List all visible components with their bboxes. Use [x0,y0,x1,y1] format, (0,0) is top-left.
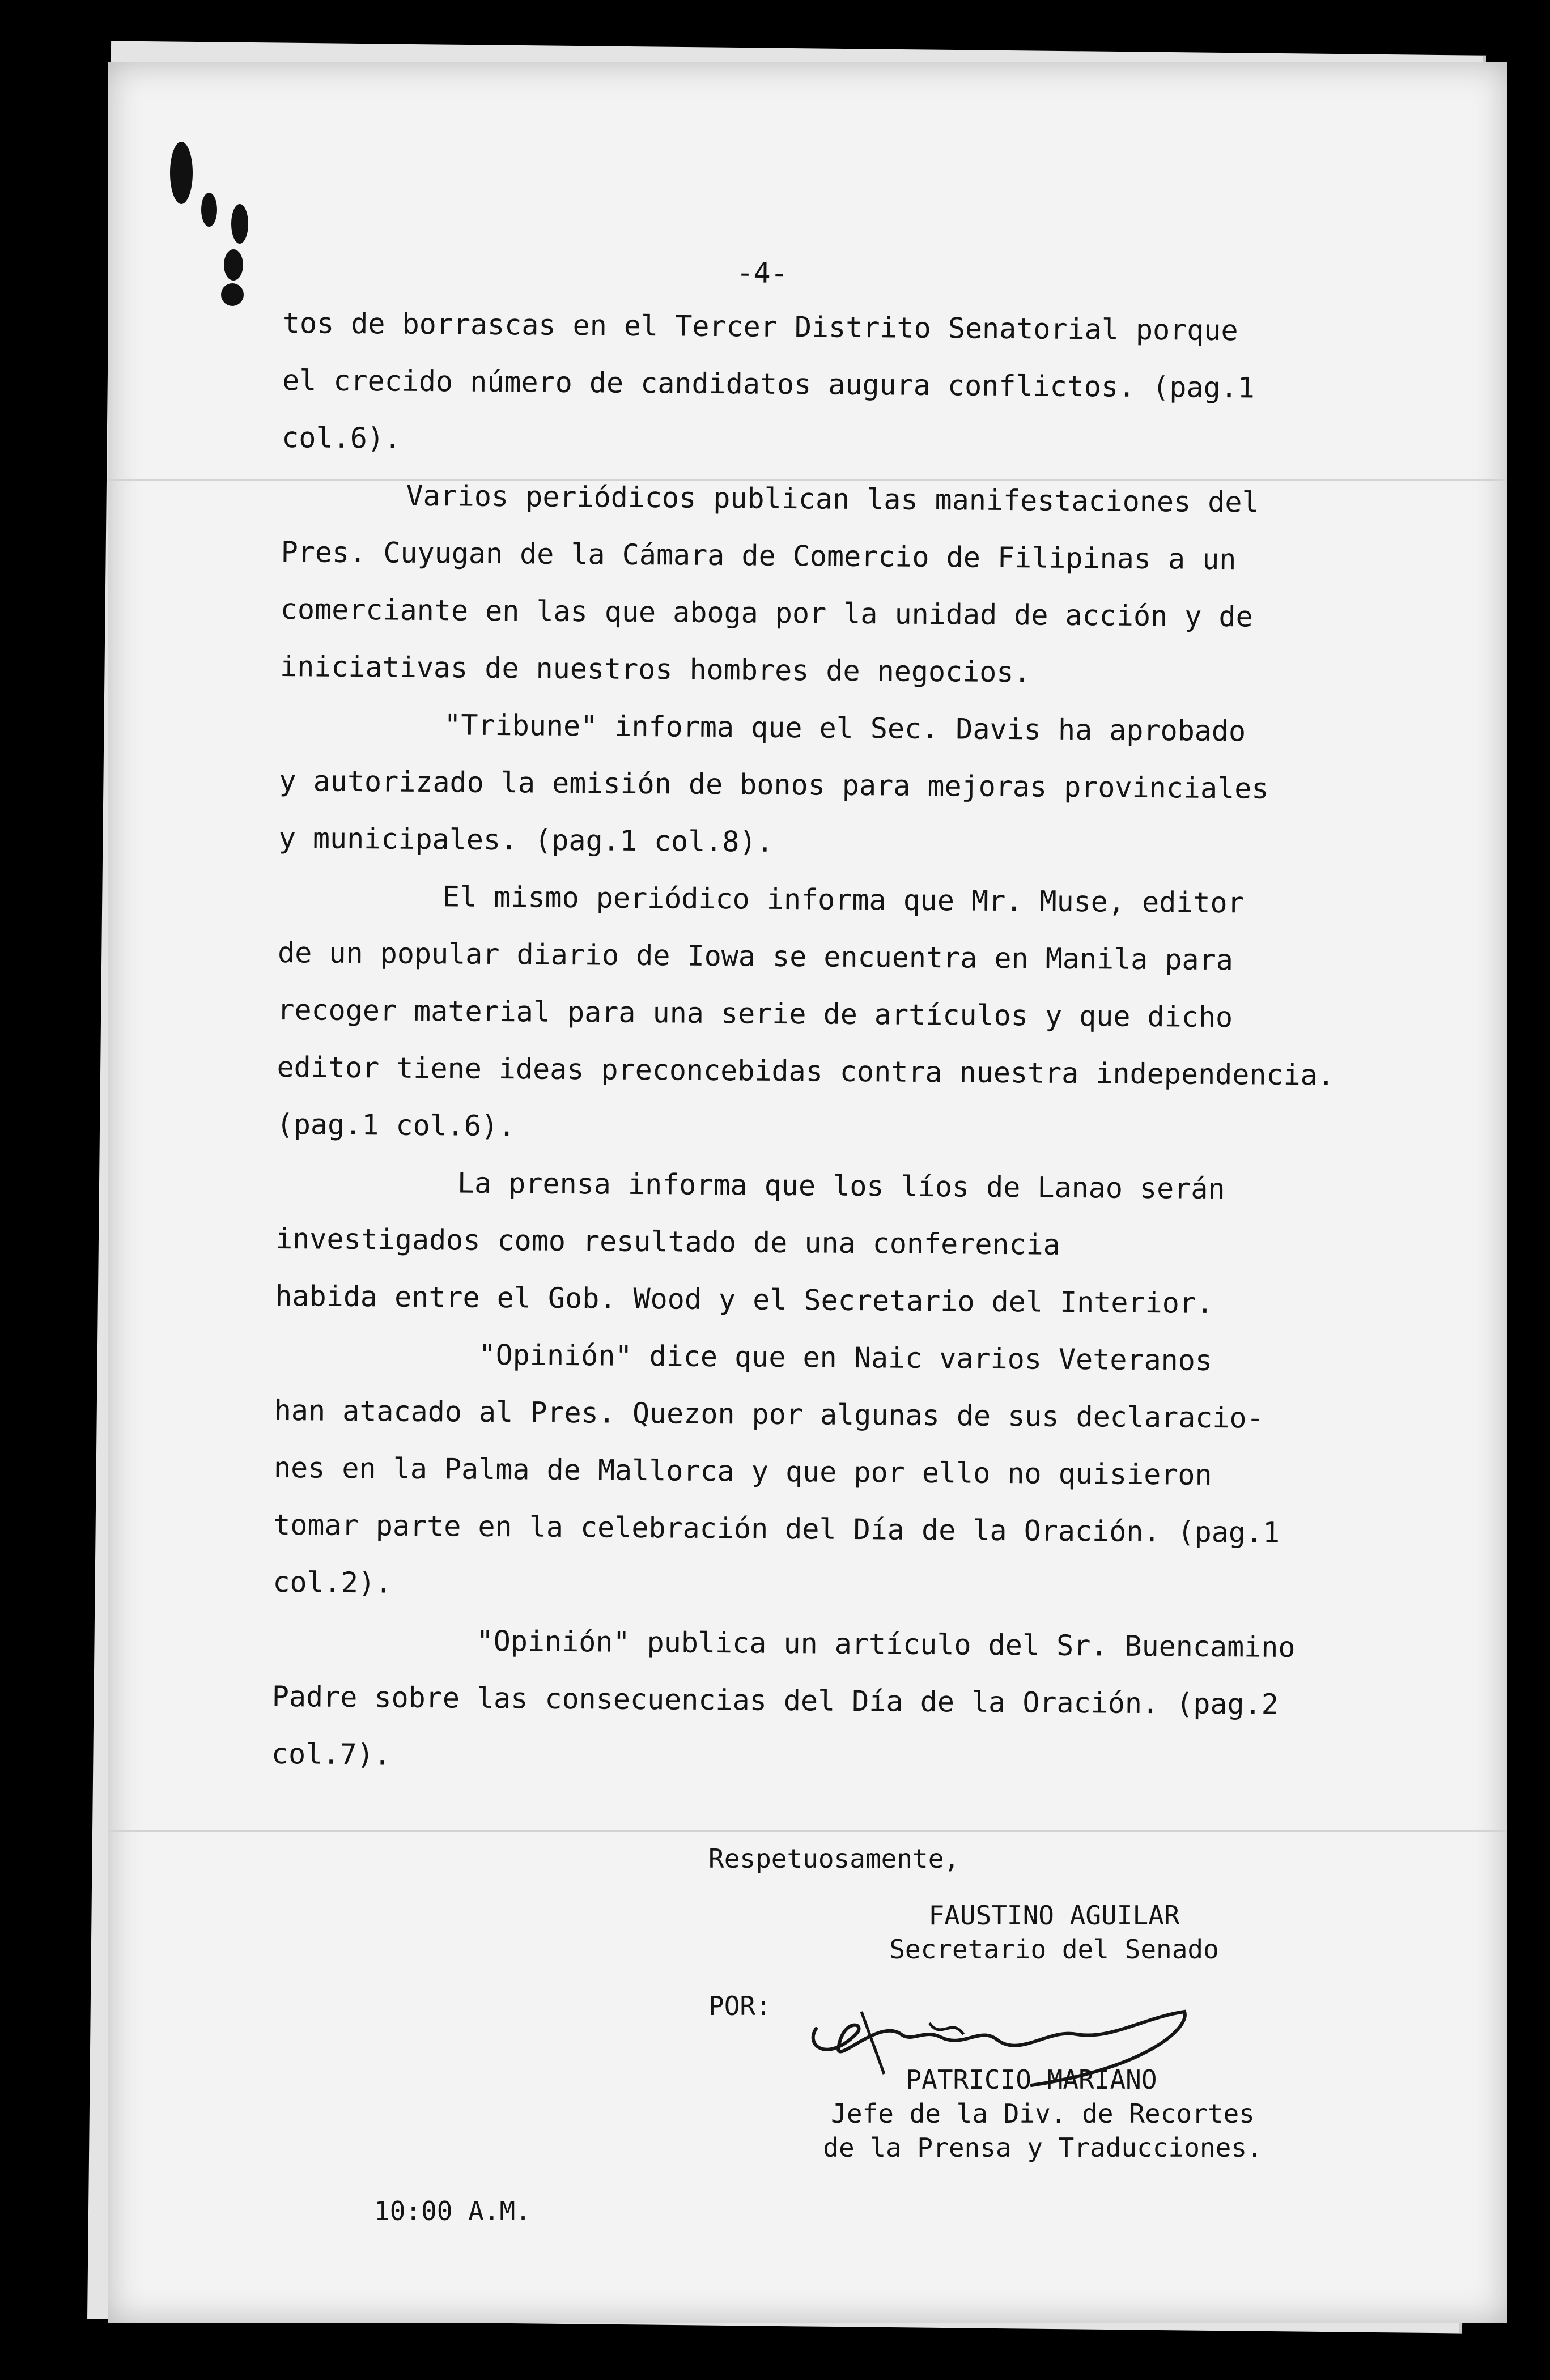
text-line: y municipales. (pag.1 col.8). [278,821,774,858]
text-line: (pag.1 col.6). [276,1107,516,1143]
text-line: Pres. Cuyugan de la Cámara de Comercio de Filipinas a un [281,535,1237,576]
text-line: el crecido número de candidatos augura conflictos. (pag.1 [282,363,1255,405]
text-line: tos de borrascas en el Tercer Distrito Senatorial porque [282,306,1238,347]
paragraph-7 [271,1611,1366,1791]
text-line: han atacado al Pres. Quezon por algunas de sus declaracio- [274,1393,1264,1435]
handwritten-signature [793,1995,1201,2091]
text-line: comerciante en las que aboga por la unidad de acción y de [280,592,1253,634]
text-line: recoger material para una serie de artículos y que dicho [277,993,1233,1034]
text-line: de un popular diario de Iowa se encuentra en Manila para [277,936,1234,977]
ink-smudge [201,193,217,227]
paragraph-2 [280,466,1375,704]
text-line: y autorizado la emisión de bonos para mejoras provinciales [279,764,1269,805]
text-line: La prensa informa que los líos de Lanao serán [457,1166,1225,1206]
closing: Respetuosamente, [708,1843,960,1874]
signatory-name: FAUSTINO AGUILAR [928,1900,1180,1931]
text-line: investigados como resultado de una conferencia [275,1222,1061,1261]
text-line: Varios periódicos publican las manifestaciones del [406,479,1259,519]
paragraph-4 [276,867,1372,1162]
text-line: col.6). [282,420,402,455]
text-line: Padre sobre las consecuencias del Día de la Oración. (pag.2 [271,1680,1279,1721]
text-line: habida entre el Gob. Wood y el Secretario del Interior. [275,1279,1214,1320]
paragraph-3 [278,695,1373,876]
text-line: "Opinión" publica un artículo del Sr. Buencamino [476,1624,1296,1664]
por-label: POR: [708,1991,771,2021]
timestamp: 10:00 A.M. [374,2196,531,2226]
text-line: iniciativas de nuestros hombres de negocios. [279,649,1031,689]
paragraph-5 [275,1153,1370,1333]
paragraph-1 [282,295,1377,475]
fold-line [108,1830,1507,1832]
delegate-name: PATRICIO MARIANO [906,2064,1157,2095]
text-line: "Tribune" informa que el Sec. Davis ha aprobado [444,708,1246,748]
text-line: El mismo periódico informa que Mr. Muse, editor [442,880,1245,920]
text-line: editor tiene ideas preconcebidas contra nuestra independencia. [277,1050,1335,1092]
text-line: col.2). [273,1565,393,1600]
ink-smudge [231,204,248,244]
ink-smudge [170,142,193,204]
delegate-title: Jefe de la Div. de Recortes [831,2098,1255,2129]
text-line: col.7). [271,1737,392,1771]
delegate-title: de la Prensa y Traducciones. [823,2132,1263,2163]
text-line: "Opinión" dice que en Naic varios Veteranos [478,1338,1213,1377]
paragraph-6 [273,1325,1369,1620]
text-line: nes en la Palma de Mallorca y que por ello no quisieron [273,1451,1212,1491]
signatory-title: Secretario del Senado [889,1934,1219,1965]
text-line: tomar parte en la celebración del Día de la Oración. (pag.1 [273,1508,1280,1549]
page-number: -4- [736,256,788,290]
document-body [271,244,1377,1791]
